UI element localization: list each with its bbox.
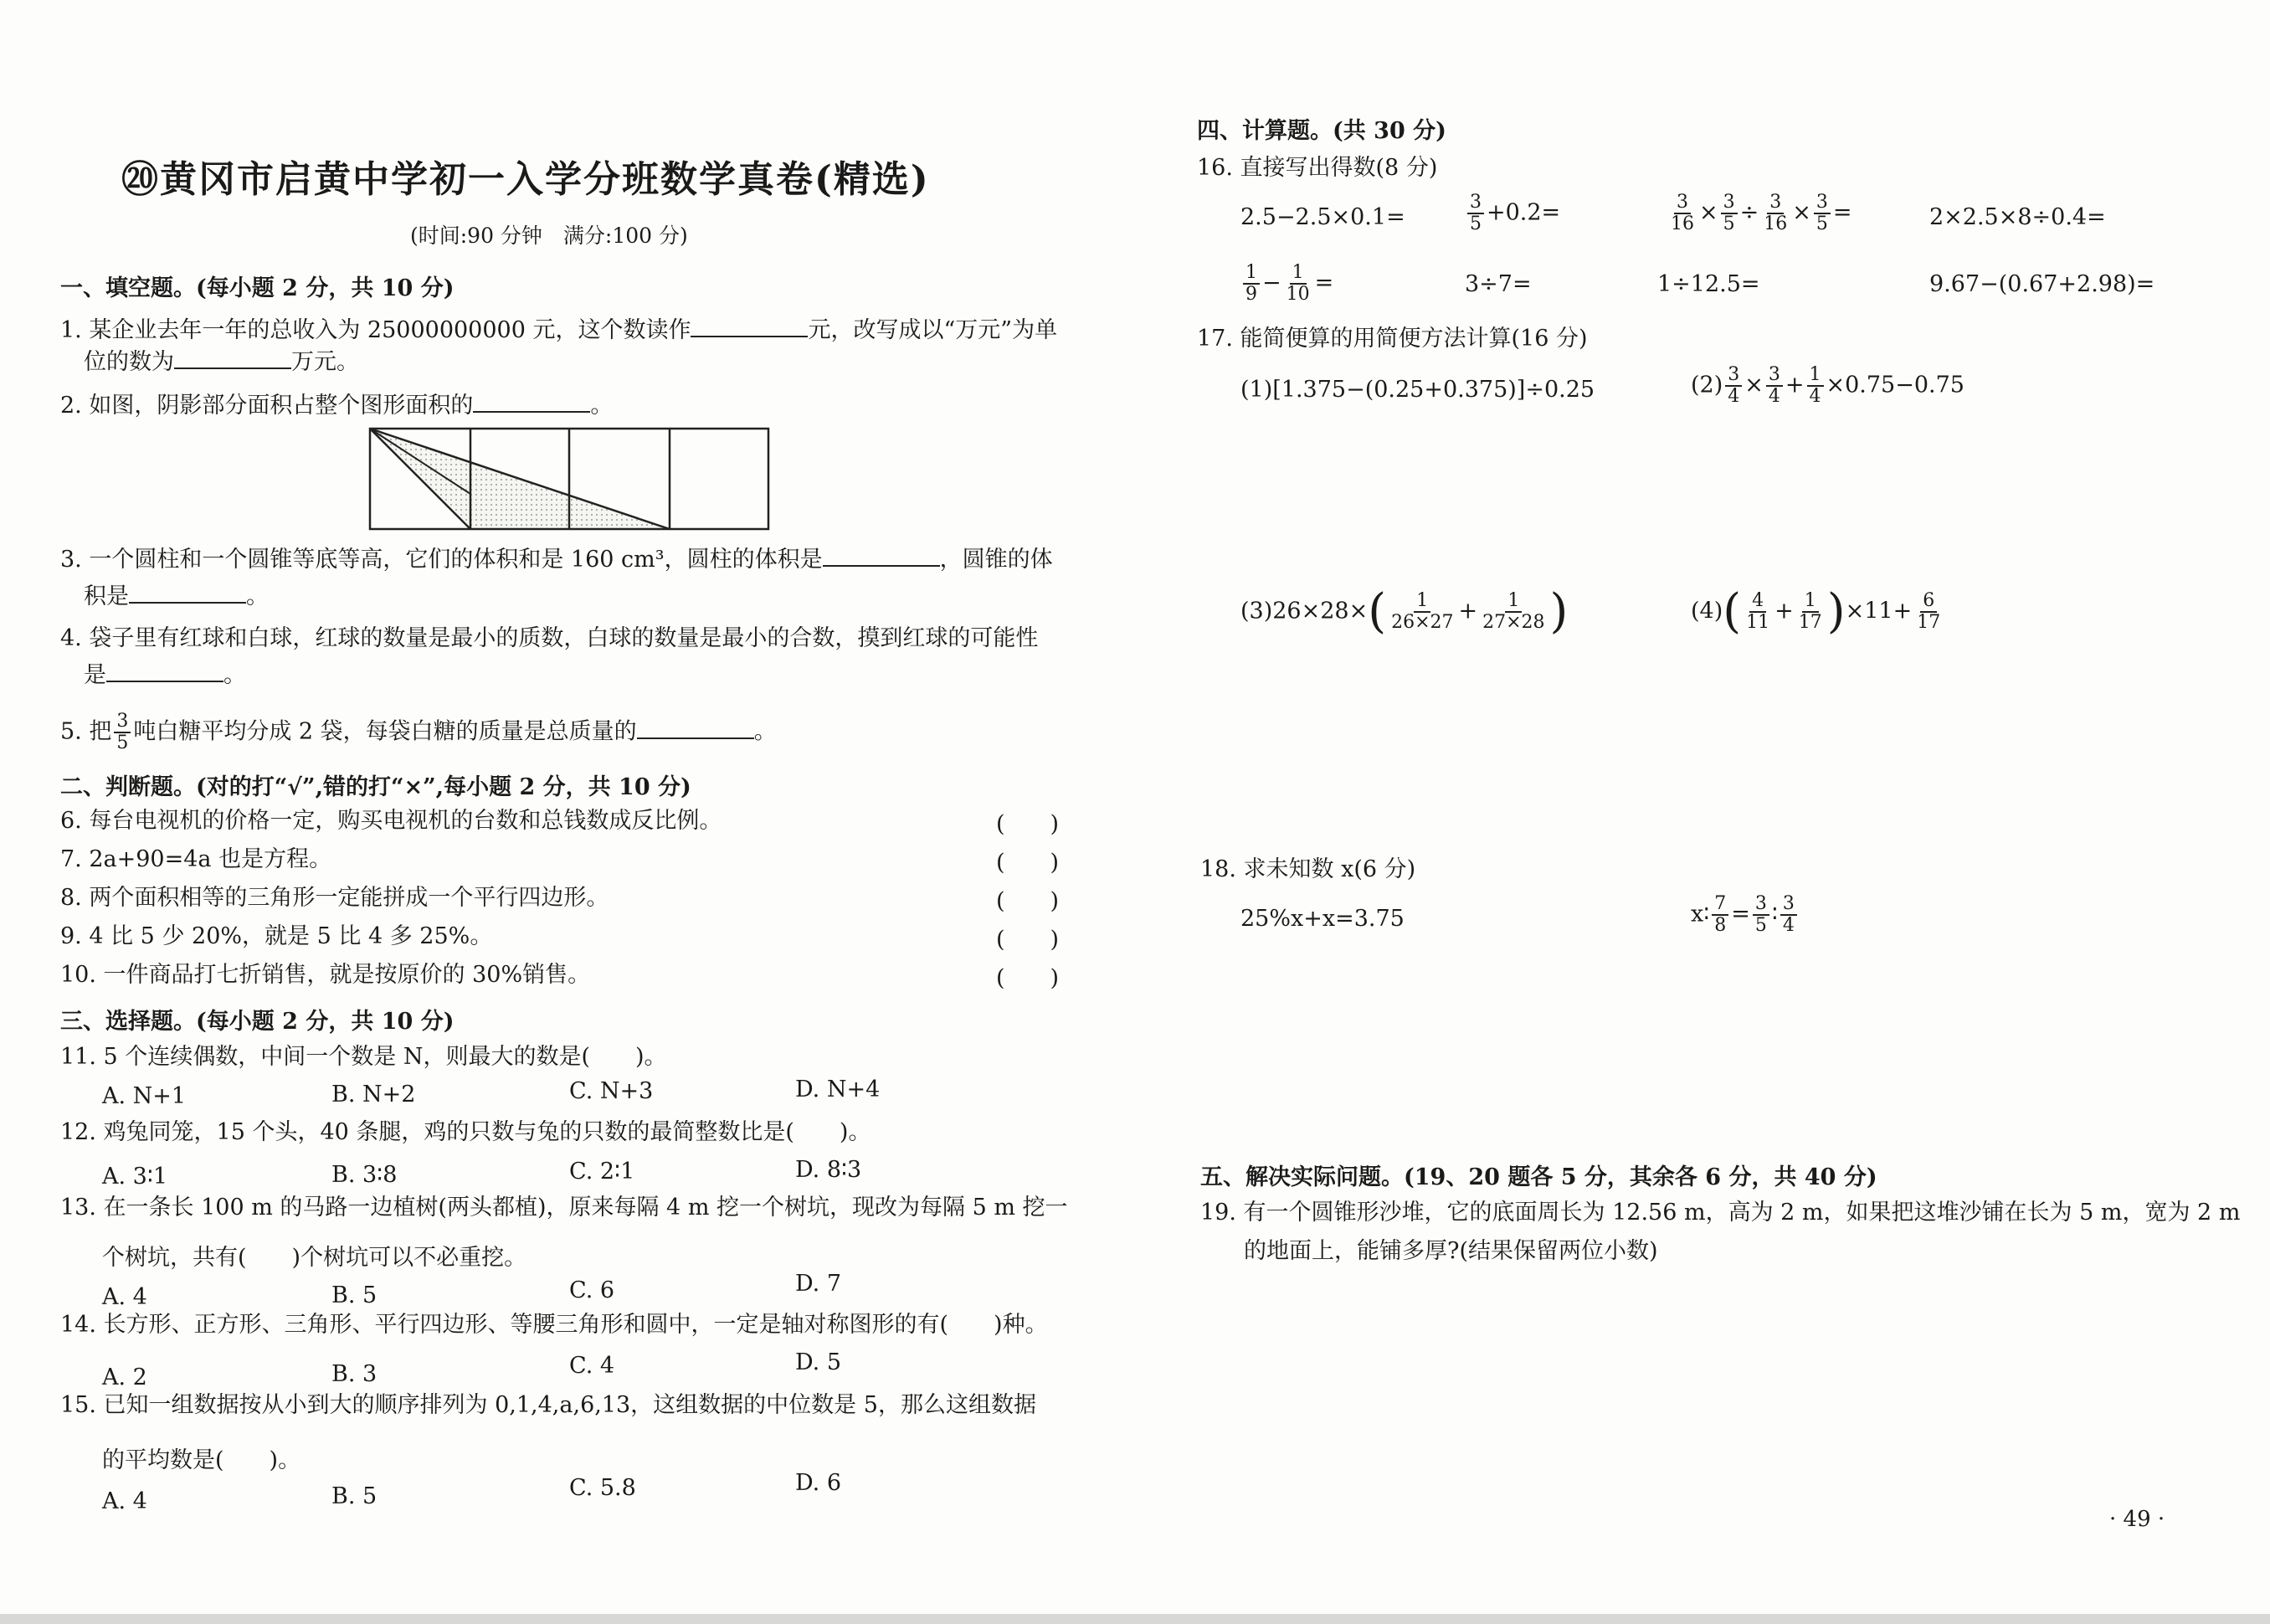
- option-c[interactable]: C. 6: [569, 1277, 615, 1303]
- answer-paren[interactable]: ( ): [996, 888, 1060, 914]
- option-a[interactable]: A. 3∶1: [102, 1164, 168, 1190]
- answer-blank[interactable]: [174, 367, 291, 369]
- question-4-line2: 是 。: [84, 662, 246, 688]
- question-5: 5. 把 $\frac{3}{5}$ 吨白糖平均分成 2 袋，每袋白糖的质量是总质量的 。: [60, 711, 777, 753]
- option-c[interactable]: C. 2∶1: [569, 1159, 635, 1185]
- judge-item-6: 6. 每台电视机的价格一定，购买电视机的台数和总钱数成反比例。: [60, 808, 722, 834]
- answer-paren[interactable]: ( ): [996, 965, 1060, 991]
- question-16-label: 16. 直接写出得数(8 分): [1197, 155, 1438, 181]
- expression-17-2: (2) $\frac{3}{4}$ × $\frac{3}{4}$ + $\frac{1}{4}$ ×0.75−0.75: [1691, 364, 1964, 407]
- option-c[interactable]: C. N+3: [569, 1078, 654, 1104]
- option-a[interactable]: A. 4: [102, 1284, 147, 1310]
- option-c[interactable]: C. 5.8: [569, 1475, 636, 1501]
- answer-blank[interactable]: [691, 335, 808, 337]
- answer-blank[interactable]: [823, 564, 940, 567]
- answer-blank[interactable]: [129, 601, 246, 604]
- question-3: 3. 一个圆柱和一个圆锥等底等高，它们的体积和是 160 cm³，圆柱的体积是 ，圆锥的体: [60, 547, 1053, 573]
- question-19: 19. 有一个圆锥形沙堆，它的底面周长为 12.56 m，高为 2 m，如果把这堆沙铺在长为 5 m，宽为 2 m: [1200, 1200, 2241, 1226]
- question-19-line2: 的地面上，能铺多厚?(结果保留两位小数): [1244, 1238, 1658, 1264]
- expression-16-2: $\frac{3}{5}$ +0.2=: [1465, 193, 1560, 234]
- answer-paren[interactable]: ( ): [996, 850, 1060, 876]
- expression-17-4: (4)( $\frac{4}{11}$ + $\frac{1}{17}$ )×11+ $\frac{6}{17}$: [1691, 584, 1941, 639]
- option-a[interactable]: A. 2: [102, 1364, 147, 1390]
- option-b[interactable]: B. 5: [331, 1282, 377, 1308]
- judge-item-10: 10. 一件商品打七折销售，就是按原价的 30%销售。: [60, 962, 591, 988]
- option-a[interactable]: A. 4: [102, 1488, 147, 1514]
- question-2: 2. 如图，阴影部分面积占整个图形面积的 。: [60, 393, 614, 419]
- question-17-label: 17. 能简便算的用简便方法计算(16 分): [1197, 326, 1588, 352]
- shaded-rectangle-figure: [368, 427, 787, 534]
- option-d[interactable]: D. 7: [795, 1271, 842, 1297]
- choice-question-13: 13. 在一条长 100 m 的马路一边植树(两头都植)，原来每隔 4 m 挖一个树坑，现改为每隔 5 m 挖一: [60, 1195, 1068, 1221]
- expression-16-4: 2×2.5×8÷0.4=: [1929, 204, 2106, 230]
- scan-bottom-edge: [0, 1614, 2270, 1624]
- choice-question-12: 12. 鸡兔同笼，15 个头，40 条腿，鸡的只数与兔的只数的最简整数比是( )。: [60, 1119, 871, 1145]
- option-c[interactable]: C. 4: [569, 1353, 615, 1379]
- expression-17-1: (1)[1.375−(0.25+0.375)]÷0.25: [1240, 377, 1595, 403]
- question-1-line2: 位的数为 万元。: [84, 349, 359, 375]
- judge-item-9: 9. 4 比 5 少 20%，就是 5 比 4 多 25%。: [60, 923, 493, 949]
- choice-question-15-line2: 的平均数是( )。: [102, 1447, 301, 1473]
- expression-16-8: 9.67−(0.67+2.98)=: [1929, 271, 2155, 297]
- option-b[interactable]: B. 3: [331, 1361, 377, 1387]
- answer-paren[interactable]: ( ): [996, 927, 1060, 953]
- question-3-line2: 积是 。: [84, 583, 269, 609]
- expression-16-7: 1÷12.5=: [1657, 271, 1760, 297]
- option-b[interactable]: B. 5: [331, 1483, 377, 1509]
- fraction: $\frac{3}{5}$: [114, 712, 131, 753]
- judge-item-7: 7. 2a+90=4a 也是方程。: [60, 846, 332, 872]
- section-fill-blank: 一、填空题。(每小题 2 分，共 10 分): [60, 275, 455, 301]
- exam-subtitle: (时间:90 分钟 满分:100 分): [410, 224, 688, 248]
- page-number: · 49 ·: [2109, 1507, 2165, 1532]
- judge-item-8: 8. 两个面积相等的三角形一定能拼成一个平行四边形。: [60, 885, 609, 911]
- option-d[interactable]: D. 8∶3: [795, 1157, 862, 1183]
- section-applied-problems: 五、解决实际问题。(19、20 题各 5 分，其余各 6 分，共 40 分): [1200, 1164, 1877, 1190]
- option-b[interactable]: B. N+2: [331, 1082, 416, 1108]
- expression-16-3: $\frac{3}{16}$ × $\frac{3}{5}$ ÷ $\frac{3}{16}$ × $\frac{3}{5}$ =: [1671, 192, 1852, 234]
- choice-question-15: 15. 已知一组数据按从小到大的顺序排列为 0,1,4,a,6,13，这组数据的中位数是 5，那么这组数据: [60, 1392, 1036, 1418]
- answer-blank[interactable]: [106, 680, 223, 682]
- choice-question-13-line2: 个树坑，共有( )个树坑可以不必重挖。: [102, 1245, 527, 1271]
- option-d[interactable]: D. 6: [795, 1470, 842, 1496]
- expression-16-1: 2.5−2.5×0.1=: [1240, 204, 1405, 230]
- expression-16-6: 3÷7=: [1465, 271, 1532, 297]
- option-d[interactable]: D. 5: [795, 1349, 842, 1375]
- option-b[interactable]: B. 3∶8: [331, 1162, 398, 1188]
- question-1: 1. 某企业去年一年的总收入为 25000000000 元，这个数读作 元，改写成以“万元”为单: [60, 317, 1058, 343]
- choice-question-14: 14. 长方形、正方形、三角形、平行四边形、等腰三角形和圆中，一定是轴对称图形的有( )种。: [60, 1312, 1048, 1338]
- expression-18-1: 25%x+x=3.75: [1240, 906, 1405, 932]
- answer-blank[interactable]: [473, 410, 590, 413]
- choice-question-11: 11. 5 个连续偶数，中间一个数是 N，则最大的数是( )。: [60, 1044, 667, 1070]
- section-choice: 三、选择题。(每小题 2 分，共 10 分): [60, 1009, 455, 1035]
- page-title: ⑳黄冈市启黄中学初一入学分班数学真卷(精选): [121, 158, 930, 201]
- question-18-label: 18. 求未知数 x(6 分): [1200, 856, 1416, 882]
- option-d[interactable]: D. N+4: [795, 1077, 881, 1102]
- expression-17-3: (3)26×28×( $\frac{1}{26\times 27}$ + $\frac{1}{27\times 28}$ ): [1240, 584, 1569, 639]
- answer-blank[interactable]: [637, 737, 754, 739]
- expression-16-5: $\frac{1}{9}$ − $\frac{1}{10}$ =: [1240, 263, 1333, 305]
- expression-18-2: x∶ $\frac{7}{8}$ = $\frac{3}{5}$ ∶ $\frac{3}{4}$: [1691, 894, 1800, 936]
- question-4: 4. 袋子里有红球和白球，红球的数量是最小的质数，白球的数量是最小的合数，摸到红球的可能性: [60, 625, 1039, 651]
- answer-paren[interactable]: ( ): [996, 811, 1060, 837]
- section-judge: 二、判断题。(对的打“√”,错的打“×”,每小题 2 分，共 10 分): [60, 774, 691, 800]
- section-calculation: 四、计算题。(共 30 分): [1197, 118, 1446, 144]
- option-a[interactable]: A. N+1: [102, 1083, 187, 1109]
